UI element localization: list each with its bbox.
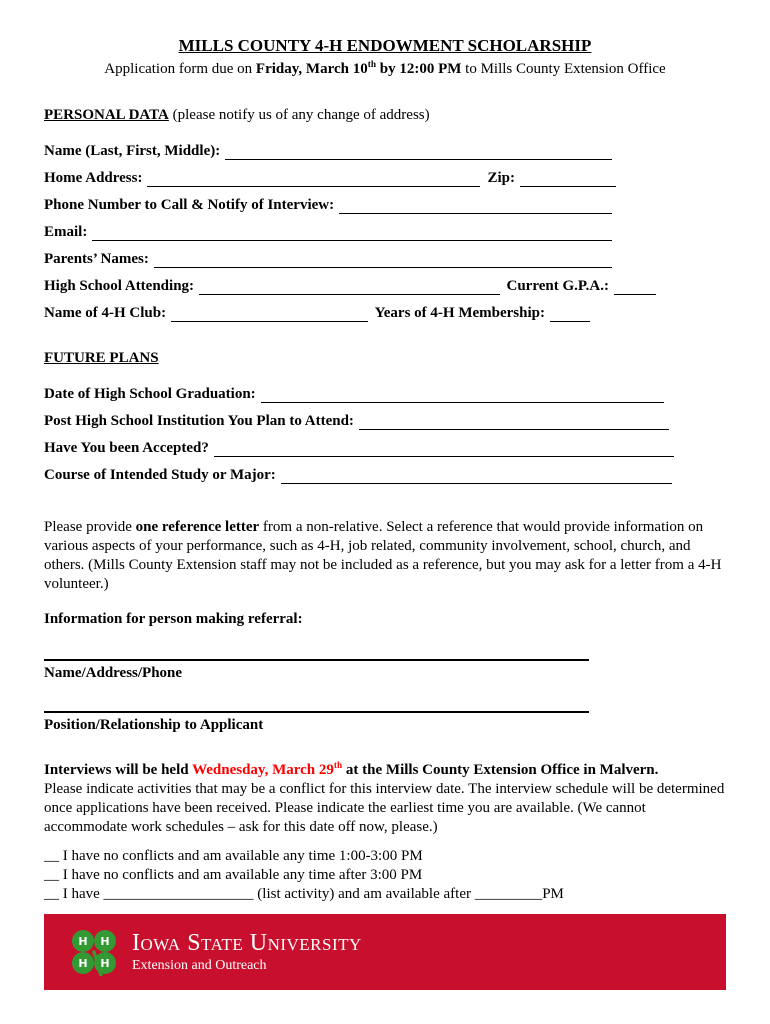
- clover-h-letter: H: [100, 935, 110, 948]
- availability-option-2[interactable]: __ I have no conflicts and am available any time after 3:00 PM: [44, 867, 423, 883]
- home-address-field-blank[interactable]: [147, 171, 480, 187]
- 4h-clover-icon: [70, 928, 118, 976]
- interview-body: Please indicate activities that may be a conflict for this interview date. The interview schedule will be determined once applications have been received. Please indicate the earliest time you are available. (We cannot accommodate work schedules – ask for this date off now, please.): [44, 781, 725, 835]
- document-title: MILLS COUNTY 4-H ENDOWMENT SCHOLARSHIP: [178, 36, 592, 55]
- graduation-field-blank[interactable]: [261, 387, 664, 403]
- reference-text-1: Please provide: [44, 519, 136, 535]
- future-plans-heading: [44, 349, 726, 368]
- availability-option-3[interactable]: __ I have ____________________ (list activity) and am available after _________PM: [44, 886, 564, 902]
- field-row-institution: [44, 410, 669, 430]
- high-school-field-blank[interactable]: [199, 279, 499, 295]
- major-label: Course of Intended Study or Major:: [44, 467, 276, 483]
- university-name: Iowa State University: [132, 930, 362, 956]
- zip-field-blank[interactable]: [520, 171, 616, 187]
- field-row-accepted: [44, 437, 674, 457]
- parents-field-blank[interactable]: [154, 252, 612, 268]
- membership-label: Years of 4-H Membership:: [374, 305, 545, 321]
- field-row-name: [44, 140, 612, 160]
- institution-label: Post High School Institution You Plan to Attend:: [44, 413, 354, 429]
- personal-data-note: (please notify us of any change of address): [168, 107, 430, 123]
- personal-data-title: PERSONAL DATA: [44, 107, 169, 123]
- home-address-label: Home Address:: [44, 170, 143, 186]
- extension-tagline: Extension and Outreach: [132, 958, 267, 973]
- interview-date-ordinal: th: [333, 761, 343, 771]
- referral-position-line-blank[interactable]: [44, 685, 589, 713]
- interview-date: Wednesday, March 29: [192, 762, 334, 778]
- interview-bold-line: [44, 761, 726, 780]
- referral-name-label: Name/Address/Phone: [44, 665, 183, 681]
- field-row-email: [44, 221, 612, 241]
- due-date-bold: Friday, March 10: [255, 61, 368, 77]
- major-field-blank[interactable]: [281, 468, 672, 484]
- field-row-phone: [44, 194, 612, 214]
- parents-label: Parents’ Names:: [44, 251, 149, 267]
- clover-h-letter: H: [100, 957, 110, 970]
- due-prefix: Application form due on: [104, 61, 256, 77]
- referral-position-label: Position/Relationship to Applicant: [44, 717, 264, 733]
- personal-data-fields: [44, 140, 726, 322]
- isu-wordmark: [132, 931, 362, 973]
- field-row-club: [44, 302, 590, 322]
- zip-label: Zip:: [487, 170, 515, 186]
- clover-h-letter: H: [78, 935, 88, 948]
- clover-h-letter: H: [78, 957, 88, 970]
- future-plans-fields: [44, 383, 726, 484]
- club-label: Name of 4-H Club:: [44, 305, 167, 321]
- field-row-home-address: [44, 167, 616, 187]
- reference-text-2: from a non-relative. Select a reference that would provide information on various aspects of your performance, such as 4-H, job related, community involvement, school, church, and others. (Mills County Extension staff may not be included as a reference, but you may ask for a letter from a 4-H volunteer.): [44, 519, 722, 592]
- interview-text-1: Interviews will be held: [44, 762, 193, 778]
- accepted-field-blank[interactable]: [214, 441, 674, 457]
- referral-heading: Information for person making referral:: [44, 611, 303, 627]
- isu-extension-banner: [44, 914, 726, 990]
- email-label: Email:: [44, 224, 88, 240]
- availability-option-1[interactable]: __ I have no conflicts and am available any time 1:00-3:00 PM: [44, 848, 423, 864]
- due-time-bold: by 12:00 PM: [376, 61, 462, 77]
- graduation-label: Date of High School Graduation:: [44, 386, 256, 402]
- gpa-label: Current G.P.A.:: [506, 278, 609, 294]
- field-row-high-school: [44, 275, 656, 295]
- due-date-line: [44, 60, 726, 79]
- field-row-major: [44, 464, 672, 484]
- interview-text-2: at the Mills County Extension Office in Malvern.: [342, 762, 659, 778]
- phone-label: Phone Number to Call & Notify of Interview:: [44, 197, 335, 213]
- interview-paragraph: [44, 761, 726, 904]
- name-label: Name (Last, First, Middle):: [44, 143, 221, 159]
- accepted-label: Have You been Accepted?: [44, 440, 209, 456]
- email-field-blank[interactable]: [92, 225, 612, 241]
- club-field-blank[interactable]: [171, 306, 368, 322]
- personal-data-heading: [44, 106, 726, 125]
- future-plans-title: FUTURE PLANS: [44, 350, 159, 366]
- gpa-field-blank[interactable]: [614, 279, 656, 295]
- institution-field-blank[interactable]: [359, 414, 669, 430]
- membership-field-blank[interactable]: [550, 306, 590, 322]
- reference-bold: one reference letter: [135, 519, 260, 535]
- due-suffix: to Mills County Extension Office: [461, 61, 666, 77]
- name-field-blank[interactable]: [225, 144, 612, 160]
- field-row-graduation: [44, 383, 664, 403]
- high-school-label: High School Attending:: [44, 278, 195, 294]
- reference-paragraph: [44, 518, 726, 594]
- due-date-ordinal: th: [367, 60, 376, 70]
- phone-field-blank[interactable]: [339, 198, 612, 214]
- availability-options: [44, 847, 726, 904]
- field-row-parents: [44, 248, 612, 268]
- referral-name-line-blank[interactable]: [44, 633, 589, 661]
